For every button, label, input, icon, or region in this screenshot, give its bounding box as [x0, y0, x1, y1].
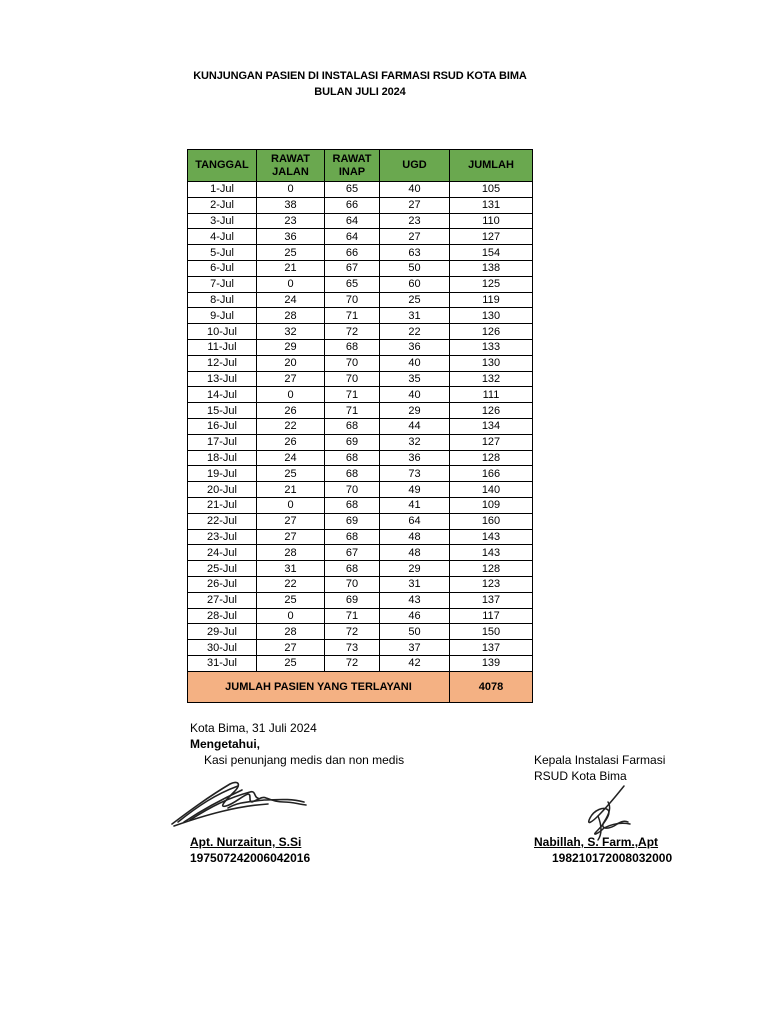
cell-rawat-inap: 70 [325, 371, 380, 387]
cell-rawat-inap: 72 [325, 655, 380, 671]
table-row [188, 497, 533, 513]
left-signature-block [190, 720, 404, 768]
cell-date: 24-Jul [188, 545, 257, 561]
report-subtitle: BULAN JULI 2024 [314, 86, 406, 98]
cell-jumlah: 123 [450, 576, 533, 592]
cell-rawat-jalan: 27 [257, 371, 325, 387]
cell-ugd: 63 [380, 245, 450, 261]
cell-rawat-jalan: 22 [257, 418, 325, 434]
table-row [188, 213, 533, 229]
cell-ugd: 50 [380, 624, 450, 640]
table-row [188, 529, 533, 545]
cell-jumlah: 128 [450, 450, 533, 466]
cell-jumlah: 110 [450, 213, 533, 229]
cell-rawat-jalan: 22 [257, 576, 325, 592]
cell-date: 30-Jul [188, 640, 257, 656]
cell-rawat-jalan: 29 [257, 339, 325, 355]
cell-rawat-inap: 70 [325, 482, 380, 498]
total-value: 4078 [450, 671, 533, 702]
table-row [188, 324, 533, 340]
cell-rawat-jalan: 25 [257, 592, 325, 608]
cell-date: 22-Jul [188, 513, 257, 529]
cell-rawat-jalan: 25 [257, 466, 325, 482]
cell-rawat-jalan: 28 [257, 545, 325, 561]
right-signer-nip: 198210172008032000 [552, 851, 673, 865]
cell-ugd: 40 [380, 355, 450, 371]
cell-ugd: 48 [380, 529, 450, 545]
header-rawat-jalan: RAWAT JALAN [257, 150, 325, 182]
table-row [188, 640, 533, 656]
cell-ugd: 23 [380, 213, 450, 229]
cell-rawat-inap: 71 [325, 308, 380, 324]
left-handwritten-signature [168, 772, 313, 832]
cell-rawat-inap: 64 [325, 213, 380, 229]
cell-rawat-jalan: 0 [257, 608, 325, 624]
cell-rawat-jalan: 36 [257, 229, 325, 245]
table-row [188, 292, 533, 308]
table-row [188, 371, 533, 387]
cell-jumlah: 160 [450, 513, 533, 529]
right-signature-block [534, 752, 665, 784]
cell-rawat-jalan: 26 [257, 403, 325, 419]
cell-date: 9-Jul [188, 308, 257, 324]
cell-rawat-inap: 71 [325, 403, 380, 419]
cell-rawat-inap: 64 [325, 229, 380, 245]
cell-date: 8-Jul [188, 292, 257, 308]
cell-jumlah: 137 [450, 592, 533, 608]
place-date: Kota Bima, 31 Juli 2024 [190, 721, 317, 735]
cell-ugd: 44 [380, 418, 450, 434]
cell-jumlah: 143 [450, 545, 533, 561]
cell-ugd: 25 [380, 292, 450, 308]
table-row [188, 608, 533, 624]
cell-date: 23-Jul [188, 529, 257, 545]
cell-ugd: 50 [380, 260, 450, 276]
total-row [188, 671, 533, 702]
cell-rawat-inap: 68 [325, 339, 380, 355]
right-signer-name: Nabillah, S. Farm.,Apt [534, 835, 659, 849]
left-signer-info [190, 834, 310, 866]
cell-jumlah: 130 [450, 308, 533, 324]
cell-jumlah: 109 [450, 497, 533, 513]
table-row [188, 466, 533, 482]
cell-jumlah: 128 [450, 561, 533, 577]
cell-rawat-inap: 65 [325, 182, 380, 198]
cell-jumlah: 125 [450, 276, 533, 292]
cell-rawat-jalan: 21 [257, 482, 325, 498]
cell-date: 14-Jul [188, 387, 257, 403]
header-ugd: UGD [380, 150, 450, 182]
cell-rawat-jalan: 20 [257, 355, 325, 371]
header-jumlah: JUMLAH [450, 150, 533, 182]
right-signer-role-line2: RSUD Kota Bima [534, 769, 627, 783]
cell-date: 20-Jul [188, 482, 257, 498]
cell-rawat-inap: 69 [325, 592, 380, 608]
cell-rawat-jalan: 28 [257, 308, 325, 324]
cell-rawat-jalan: 0 [257, 276, 325, 292]
cell-jumlah: 137 [450, 640, 533, 656]
cell-ugd: 37 [380, 640, 450, 656]
cell-rawat-jalan: 38 [257, 197, 325, 213]
table-row [188, 245, 533, 261]
cell-rawat-jalan: 28 [257, 624, 325, 640]
cell-jumlah: 139 [450, 655, 533, 671]
cell-ugd: 29 [380, 561, 450, 577]
cell-ugd: 48 [380, 545, 450, 561]
cell-date: 28-Jul [188, 608, 257, 624]
cell-rawat-jalan: 25 [257, 655, 325, 671]
cell-rawat-jalan: 23 [257, 213, 325, 229]
table-row [188, 260, 533, 276]
cell-date: 27-Jul [188, 592, 257, 608]
cell-date: 6-Jul [188, 260, 257, 276]
table-row [188, 403, 533, 419]
cell-jumlah: 166 [450, 466, 533, 482]
right-signer-role-line1: Kepala Instalasi Farmasi [534, 753, 666, 767]
cell-rawat-jalan: 0 [257, 387, 325, 403]
cell-ugd: 64 [380, 513, 450, 529]
cell-date: 5-Jul [188, 245, 257, 261]
cell-jumlah: 105 [450, 182, 533, 198]
cell-rawat-inap: 72 [325, 624, 380, 640]
cell-jumlah: 138 [450, 260, 533, 276]
cell-rawat-inap: 68 [325, 450, 380, 466]
cell-jumlah: 133 [450, 339, 533, 355]
cell-date: 18-Jul [188, 450, 257, 466]
cell-rawat-jalan: 21 [257, 260, 325, 276]
left-signer-name: Apt. Nurzaitun, S.Si [190, 835, 302, 849]
table-row [188, 182, 533, 198]
cell-date: 17-Jul [188, 434, 257, 450]
table-row [188, 561, 533, 577]
cell-rawat-inap: 69 [325, 434, 380, 450]
table-row [188, 576, 533, 592]
cell-rawat-jalan: 25 [257, 245, 325, 261]
cell-rawat-jalan: 24 [257, 292, 325, 308]
cell-date: 26-Jul [188, 576, 257, 592]
cell-rawat-inap: 68 [325, 497, 380, 513]
table-row [188, 592, 533, 608]
cell-ugd: 32 [380, 434, 450, 450]
cell-rawat-inap: 71 [325, 608, 380, 624]
table-row [188, 229, 533, 245]
cell-ugd: 60 [380, 276, 450, 292]
table-row [188, 545, 533, 561]
cell-jumlah: 127 [450, 434, 533, 450]
cell-ugd: 46 [380, 608, 450, 624]
cell-ugd: 29 [380, 403, 450, 419]
cell-jumlah: 130 [450, 355, 533, 371]
cell-date: 10-Jul [188, 324, 257, 340]
cell-rawat-jalan: 26 [257, 434, 325, 450]
cell-rawat-inap: 66 [325, 197, 380, 213]
cell-rawat-jalan: 27 [257, 513, 325, 529]
table-header-row [188, 150, 533, 182]
cell-ugd: 31 [380, 576, 450, 592]
cell-rawat-inap: 65 [325, 276, 380, 292]
cell-date: 12-Jul [188, 355, 257, 371]
cell-jumlah: 150 [450, 624, 533, 640]
cell-rawat-inap: 69 [325, 513, 380, 529]
cell-rawat-inap: 70 [325, 292, 380, 308]
table-row [188, 276, 533, 292]
cell-date: 21-Jul [188, 497, 257, 513]
cell-ugd: 22 [380, 324, 450, 340]
cell-date: 15-Jul [188, 403, 257, 419]
cell-jumlah: 131 [450, 197, 533, 213]
cell-ugd: 36 [380, 450, 450, 466]
cell-date: 31-Jul [188, 655, 257, 671]
cell-ugd: 35 [380, 371, 450, 387]
known-by-label: Mengetahui, [190, 737, 261, 751]
table-row [188, 197, 533, 213]
cell-ugd: 40 [380, 387, 450, 403]
cell-jumlah: 126 [450, 324, 533, 340]
cell-date: 1-Jul [188, 182, 257, 198]
table-row [188, 387, 533, 403]
cell-jumlah: 117 [450, 608, 533, 624]
cell-rawat-jalan: 0 [257, 182, 325, 198]
cell-date: 7-Jul [188, 276, 257, 292]
cell-jumlah: 134 [450, 418, 533, 434]
table-row [188, 418, 533, 434]
cell-jumlah: 143 [450, 529, 533, 545]
cell-rawat-inap: 66 [325, 245, 380, 261]
cell-ugd: 27 [380, 229, 450, 245]
table-row [188, 308, 533, 324]
cell-ugd: 42 [380, 655, 450, 671]
cell-rawat-inap: 68 [325, 418, 380, 434]
table-row [188, 482, 533, 498]
cell-rawat-inap: 67 [325, 260, 380, 276]
cell-ugd: 49 [380, 482, 450, 498]
table-row [188, 624, 533, 640]
left-signer-nip: 197507242006042016 [190, 851, 311, 865]
cell-rawat-jalan: 27 [257, 640, 325, 656]
cell-date: 11-Jul [188, 339, 257, 355]
header-tanggal: TANGGAL [188, 150, 257, 182]
left-signer-role: Kasi penunjang medis dan non medis [204, 753, 405, 767]
table-row [188, 339, 533, 355]
cell-jumlah: 154 [450, 245, 533, 261]
cell-jumlah: 126 [450, 403, 533, 419]
cell-rawat-inap: 70 [325, 355, 380, 371]
right-signer-info [534, 834, 672, 866]
cell-ugd: 40 [380, 182, 450, 198]
cell-rawat-jalan: 27 [257, 529, 325, 545]
cell-rawat-jalan: 0 [257, 497, 325, 513]
cell-jumlah: 140 [450, 482, 533, 498]
cell-date: 2-Jul [188, 197, 257, 213]
total-label: JUMLAH PASIEN YANG TERLAYANI [188, 671, 450, 702]
cell-date: 19-Jul [188, 466, 257, 482]
cell-rawat-jalan: 31 [257, 561, 325, 577]
cell-rawat-inap: 70 [325, 576, 380, 592]
table-row [188, 655, 533, 671]
cell-ugd: 41 [380, 497, 450, 513]
table-row [188, 434, 533, 450]
cell-jumlah: 127 [450, 229, 533, 245]
table-row [188, 513, 533, 529]
table-row [188, 355, 533, 371]
cell-date: 16-Jul [188, 418, 257, 434]
cell-date: 13-Jul [188, 371, 257, 387]
patient-visit-table [187, 149, 533, 703]
cell-rawat-inap: 67 [325, 545, 380, 561]
cell-ugd: 31 [380, 308, 450, 324]
cell-rawat-jalan: 32 [257, 324, 325, 340]
cell-rawat-inap: 72 [325, 324, 380, 340]
cell-jumlah: 132 [450, 371, 533, 387]
cell-rawat-inap: 73 [325, 640, 380, 656]
cell-rawat-inap: 68 [325, 529, 380, 545]
cell-rawat-inap: 68 [325, 466, 380, 482]
table-row [188, 450, 533, 466]
cell-ugd: 27 [380, 197, 450, 213]
cell-date: 29-Jul [188, 624, 257, 640]
cell-ugd: 43 [380, 592, 450, 608]
cell-date: 25-Jul [188, 561, 257, 577]
cell-rawat-inap: 68 [325, 561, 380, 577]
report-title: KUNJUNGAN PASIEN DI INSTALASI FARMASI RSUD KOTA BIMA [193, 70, 527, 82]
cell-ugd: 73 [380, 466, 450, 482]
cell-date: 3-Jul [188, 213, 257, 229]
cell-jumlah: 111 [450, 387, 533, 403]
cell-jumlah: 119 [450, 292, 533, 308]
cell-rawat-inap: 71 [325, 387, 380, 403]
header-rawat-inap: RAWAT INAP [325, 150, 380, 182]
cell-ugd: 36 [380, 339, 450, 355]
cell-date: 4-Jul [188, 229, 257, 245]
cell-rawat-jalan: 24 [257, 450, 325, 466]
